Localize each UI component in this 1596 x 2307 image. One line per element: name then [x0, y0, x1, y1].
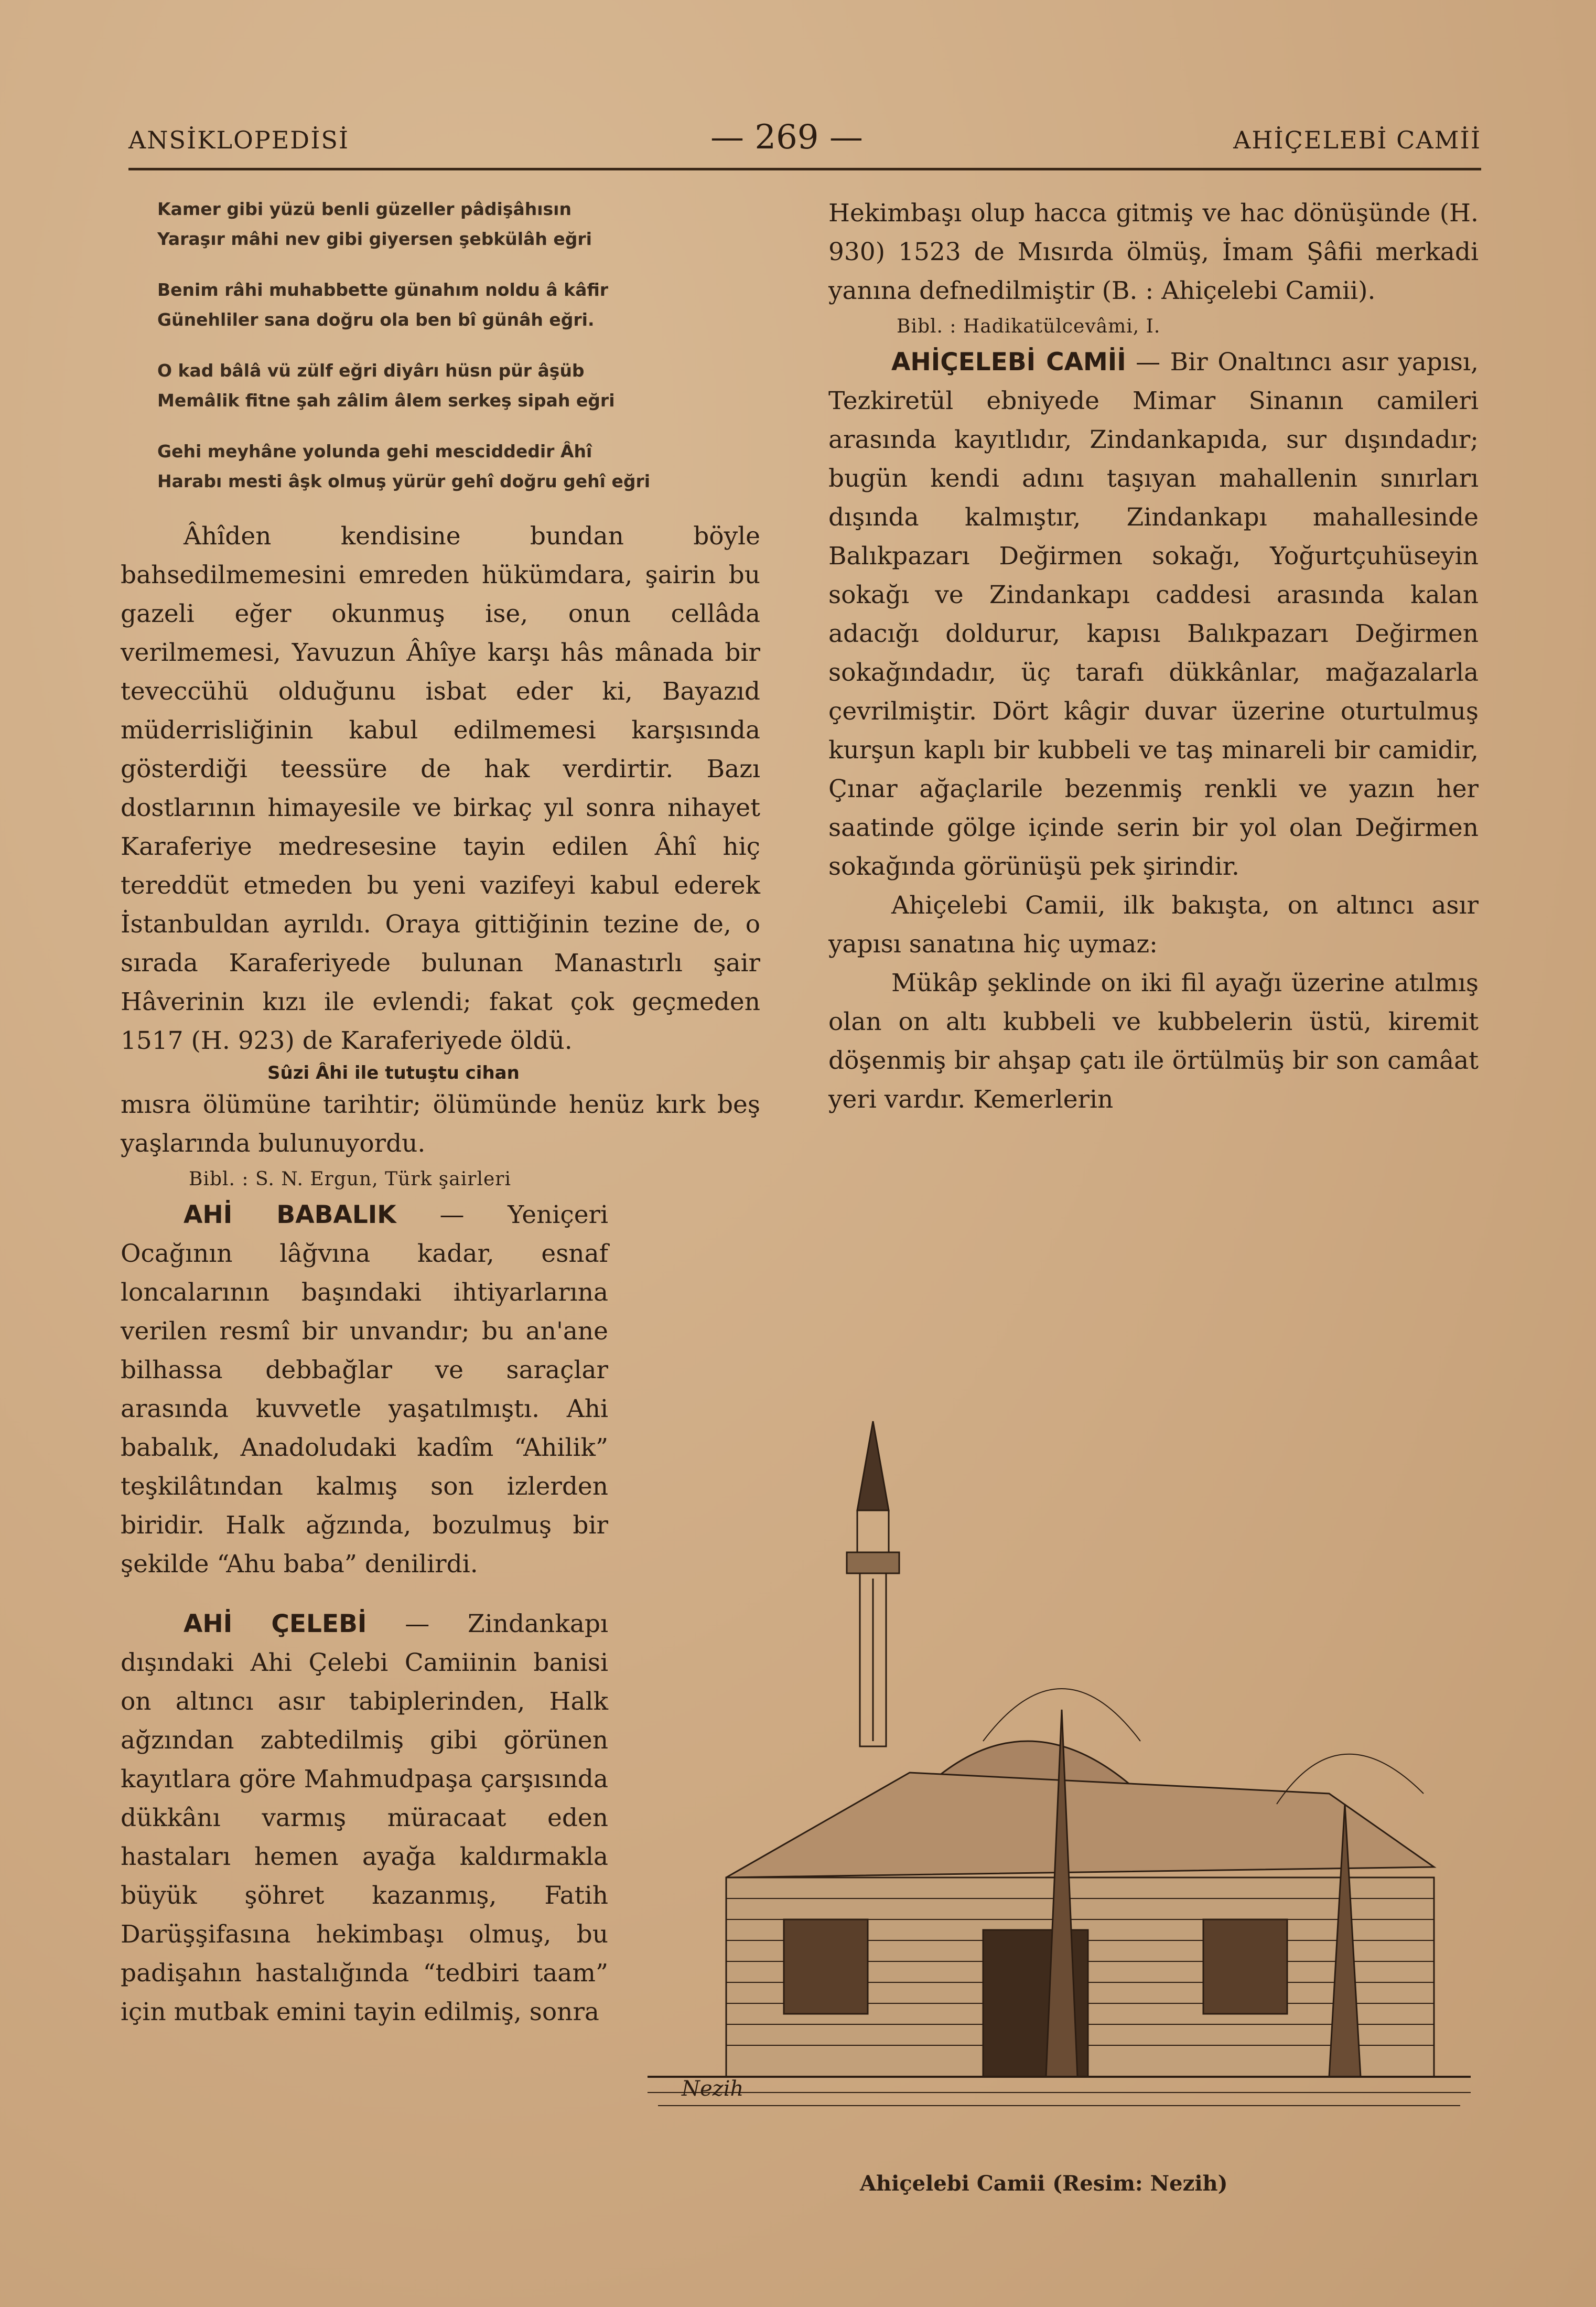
body-paragraph: Mükâp şeklinde on iki fil ayağı üzerine atılmış olan on altı kubbeli ve kubbelerin üstü, kiremit döşenmiş bir ahşap çatı ile örtülmüş bir son camâat yeri vardır. Kemerlerin: [828, 969, 1479, 1114]
header-entry: AHİÇELEBİ CAMİİ: [1233, 126, 1481, 154]
couplet: [157, 275, 760, 335]
verse-line: Sûzi Âhi ile tutuştu cihan: [267, 1063, 520, 1083]
bibliography: Bibl. : Hadikatülcevâmi, I.: [897, 316, 1161, 337]
mosque-sketch: [648, 1343, 1471, 2113]
header-encyclopedia: ANSİKLOPEDİSİ: [128, 126, 350, 154]
right-column: [828, 194, 1479, 1119]
entry-title: AHİ BABALIK: [184, 1200, 396, 1229]
poem-line: Gehi meyhâne yolunda gehi mesciddedir Âhî: [157, 441, 592, 462]
mosque-illustration: [648, 1343, 1471, 2113]
body-paragraph: Ahiçelebi Camii, ilk bakışta, on altıncı asır yapısı sanatına hiç uymaz:: [828, 891, 1479, 959]
couplet: [157, 436, 760, 496]
entry-title: AHİ ÇELEBİ: [184, 1609, 367, 1638]
entry-ahi-babalik: [121, 1196, 608, 1584]
couplet: [157, 194, 760, 254]
entry-title: AHİÇELEBİ CAMİİ: [891, 348, 1126, 377]
entry-text: — Yeniçeri Ocağının lâğvına kadar, esnaf loncalarının başındaki ihtiyarlarına verilen resmî bir unvandır; bu an'ane bilhassa debbağlar ve saraçlar arasında kuvvetle yaşatılmıştı. Ahi babalık, Anadoludaki kadîm “Ahilik” teşkilâtından kalmış son izlerden biridir. Halk ağzında, bozulmuş bir şekilde “Ahu baba” denilirdi.: [121, 1200, 609, 1579]
body-paragraph: Âhîden kendisine bundan böyle bahsedilmemesini emreden hükümdara, şairin bu gazeli eğer okunmuş ise, onun cellâda verilmemesi, Yavuzun Âhîye karşı hâs mânada bir teveccühü olduğunu isbat eder ki, Bayazıd müderrisliğinin kabul edilmemesi karşısında gösterdiği teessüre de hak verdirtir. Bazı dostlarının himayesile ve birkaç yıl sonra nihayet Karaferiye medresesine tayin edilen Âhî hiç tereddüt etmeden bu yeni vazifeyi kabul ederek İstanbuldan ayrıldı. Oraya gittiğinin tezine de, o sırada Karaferiyede bulunan Manastırlı şair Hâverinin kızı ile evlendi; fakat çok geçmeden 1517 (H. 923) de Karaferiyede öldü.: [121, 522, 760, 1055]
bibliography: Bibl. : S. N. Ergun, Türk şairleri: [189, 1168, 511, 1190]
entry-text: — Bir Onaltıncı asır yapısı, Tezkiretül ebniyede Mimar Sinanın camileri arasında kayıtlıdır, Zindankapıda, sur dışındadır; bugün kendi adını taşıyan mahallenin sınırları dışında kalmıştır, Zindankapı mahallesinde Balıkpazarı Değirmen sokağı, Yoğurtçuhüseyin sokağı ve Zindankapı caddesi arasında kalan adacığı doldurur, kapısı Balıkpazarı Değirmen sokağındadır, üç tarafı dükkânlar, mağazalarla çevrilmiştir. Dört kâgir duvar üzerine oturtulmuş kurşun kaplı bir kubbeli ve taş minareli bir camidir, Çınar ağaçlarile bezenmiş renkli ve yazın her saatinde gölge içinde serin bir yol olan Değirmen sokağında görünüşü pek şirindir.: [828, 348, 1479, 881]
poem-line: O kad bâlâ vü zülf eğri diyârı hüsn pür âşüb: [157, 360, 585, 381]
couplet: [157, 356, 760, 415]
body-paragraph: mısra ölümüne tarihtir; ölümünde henüz kırk beş yaşlarında bulunuyordu.: [121, 1090, 760, 1158]
entry-ahi-celebi: [121, 1605, 608, 2032]
figure-caption: Ahiçelebi Camii (Resim: Nezih): [860, 2171, 1228, 2196]
poem-line: Kamer gibi yüzü benli güzeller pâdişâhısın: [157, 199, 571, 219]
body-paragraph: Hekimbaşı olup hacca gitmiş ve hac dönüşünde (H. 930) 1523 de Mısırda ölmüş, İmam Şâfii merkadi yanına defnedilmiştir (B. : Ahiçelebi Camii).: [828, 199, 1479, 305]
poem-block: [157, 194, 760, 496]
poem-line: Günehliler sana doğru ola ben bî günâh eğri.: [157, 309, 595, 330]
poem-line: Memâlik fitne şah zâlim âlem serkeş sipah eğri: [157, 390, 615, 411]
page-header: [128, 118, 1481, 170]
poem-line: Benim râhi muhabbette günahım noldu â kâfir: [157, 280, 609, 300]
entry-ahicelebi-camii: [828, 343, 1479, 886]
artist-signature: Nezih: [682, 2077, 744, 2101]
entry-text: — Zindankapı dışındaki Ahi Çelebi Camiinin banisi on altıncı asır tabiplerinden, Halk ağzından zabtedilmiş gibi görünen kayıtlara göre Mahmudpaşa çarşısında dükkânı varmış müracaat eden hastaları hemen ayağa kaldırmakla büyük şöhret kazanmış, Fatih Darüşşifasına hekimbaşı olmuş, bu padişahın hastalığında “tedbiri taam” için mutbak emini tayin edilmiş, sonra: [121, 1609, 608, 2026]
poem-line: Harabı mesti âşk olmuş yürür gehî doğru gehî eğri: [157, 471, 651, 491]
page-number: — 269 —: [710, 118, 863, 157]
poem-line: Yaraşır mâhi nev gibi giyersen şebkülâh eğri: [157, 229, 592, 249]
